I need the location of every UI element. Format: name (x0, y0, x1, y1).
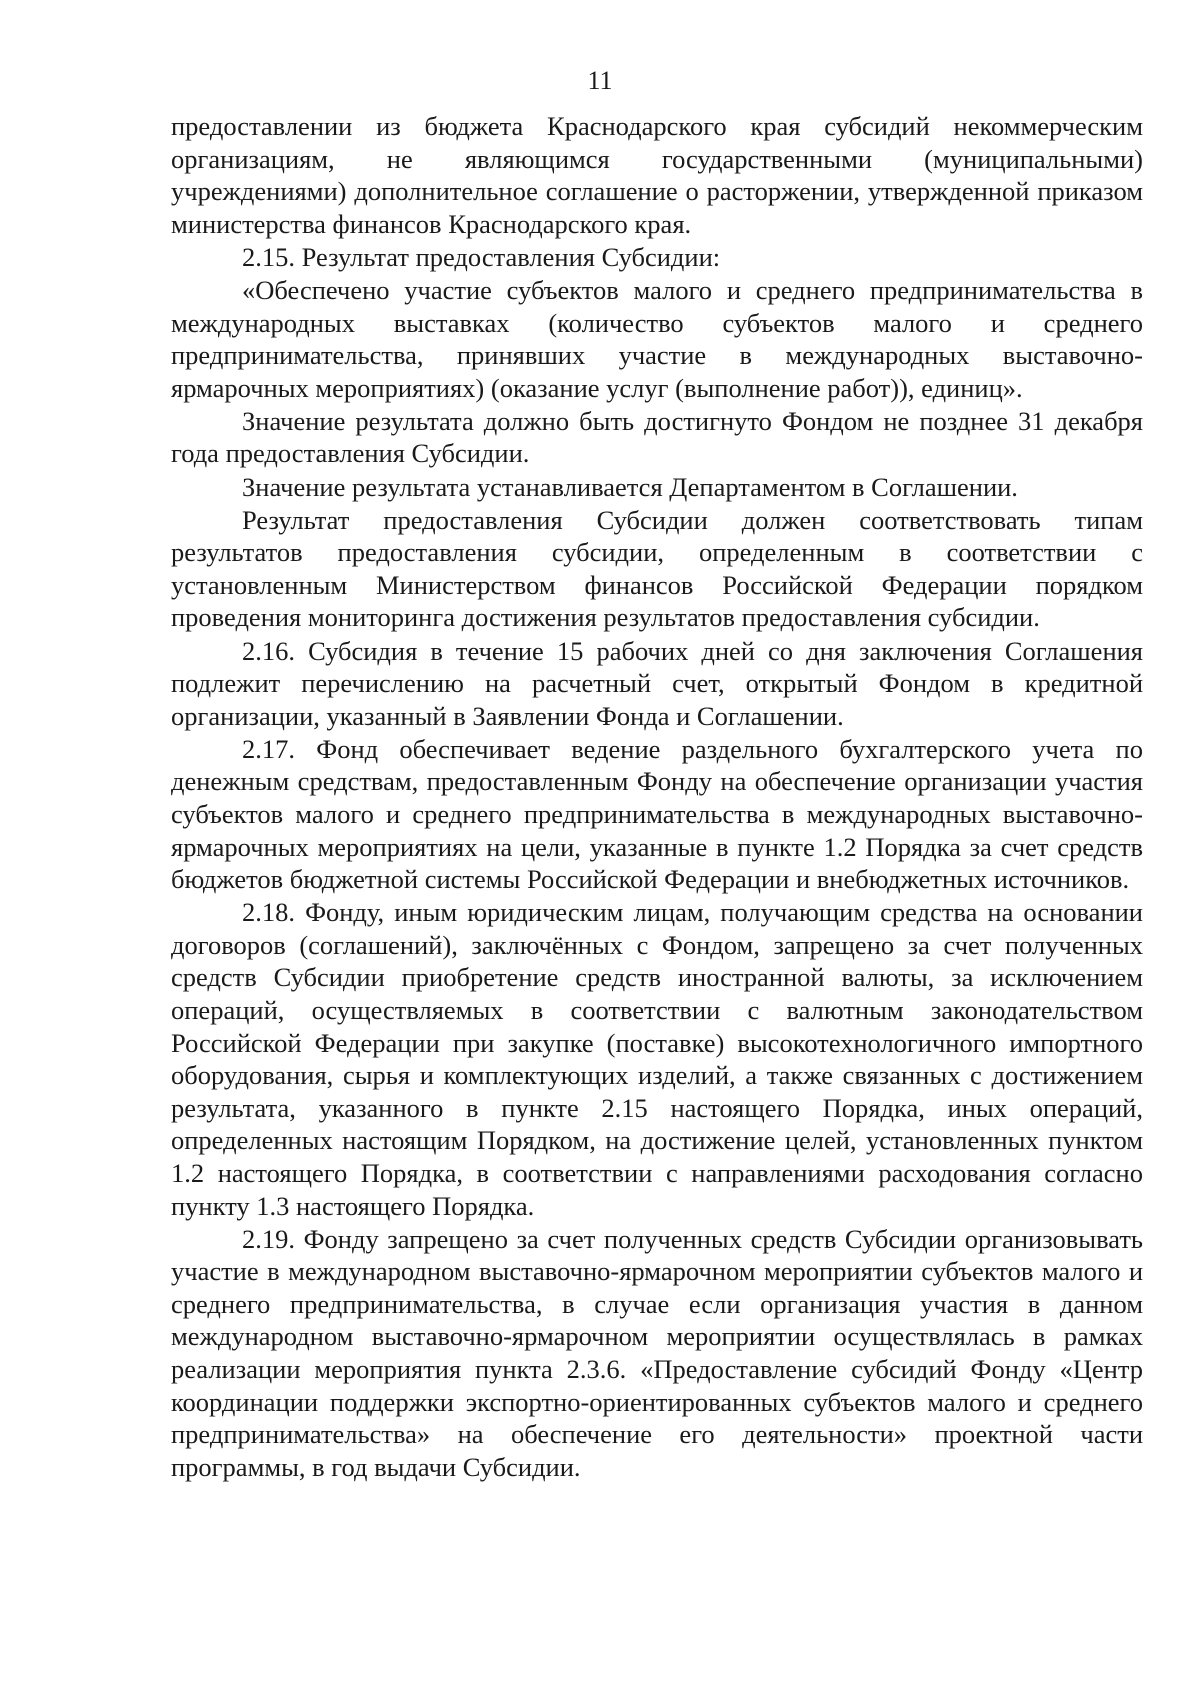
paragraph-2-18: 2.18. Фонду, иным юридическим лицам, получающим средства на основании договоров (соглашений), заключённых с Фондом, запрещено за счет полученных средств Субсидии приобретение средств иностранной валюты, за исключением операций, осуществляемых в соответствии с валютным законодательством Российской Федерации при закупке (поставке) высокотехнологичного импортного оборудования, сырья и комплектующих изделий, а также связанных с достижением результата, указанного в пункте 2.15 настоящего Порядка, иных операций, определенных настоящим Порядком, на достижение целей, установленных пунктом 1.2 настоящего Порядка, в соответствии с направлениями расходования согласно пункту 1.3 настоящего Порядка. (171, 897, 1143, 1221)
document-body (171, 110, 1143, 1484)
page-number: 11 (587, 66, 613, 95)
paragraph-result-type: Результат предоставления Субсидии должен соответствовать типам результатов предоставления субсидии, определенным в соответствии с установленным Министерством финансов Российской Федерации порядком проведения мониторинга достижения результатов предоставления субсидии. (171, 504, 1143, 633)
paragraph-2-16: 2.16. Субсидия в течение 15 рабочих дней со дня заключения Соглашения подлежит перечислению на расчетный счет, открытый Фондом в кредитной организации, указанный в Заявлении Фонда и Соглашении. (171, 635, 1143, 731)
paragraph-2-19: 2.19. Фонду запрещено за счет полученных средств Субсидии организовывать участие в международном выставочно-ярмарочном мероприятии субъектов малого и среднего предпринимательства, в случае если организация участия в данном международном выставочно-ярмарочном мероприятии осуществлялась в рамках реализации мероприятия пункта 2.3.6. «Предоставление субсидий Фонду «Центр координации поддержки экспортно-ориентированных субъектов малого и среднего предпринимательства» на обеспечение его деятельности» проектной части программы, в год выдачи Субсидии. (171, 1223, 1143, 1482)
paragraph-2-15: 2.15. Результат предоставления Субсидии: (242, 241, 721, 272)
paragraph-result-deadline: Значение результата должно быть достигнуто Фондом не позднее 31 декабря года предоставления Субсидии. (171, 405, 1143, 469)
paragraph-result-quote: «Обеспечено участие субъектов малого и среднего предпринимательства в международных выставках (количество субъектов малого и среднего предпринимательства, принявших участие в международных выставочно-ярмарочных мероприятиях) (оказание услуг (выполнение работ)), единиц». (171, 274, 1143, 403)
paragraph-continuation: предоставлении из бюджета Краснодарского края субсидий некоммерческим организациям, не являющимся государственными (муниципальными) учреждениями) дополнительное соглашение о расторжении, утвержденной приказом министерства финансов Краснодарского края. (171, 111, 1143, 239)
paragraph-result-value: Значение результата устанавливается Департаментом в Соглашении. (242, 471, 1018, 502)
paragraph-2-17: 2.17. Фонд обеспечивает ведение раздельного бухгалтерского учета по денежным средствам, предоставленным Фонду на обеспечение организации участия субъектов малого и среднего предпринимательства в международных выставочно-ярмарочных мероприятиях на цели, указанные в пункте 1.2 Порядка за счет средств бюджетов бюджетной системы Российской Федерации и внебюджетных источников. (171, 733, 1143, 895)
